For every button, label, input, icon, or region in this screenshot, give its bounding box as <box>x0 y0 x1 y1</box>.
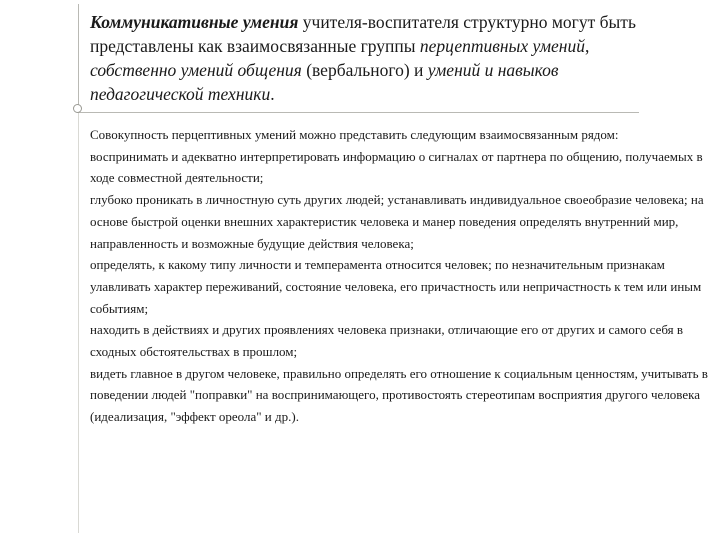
body-paragraph: находить в действиях и других проявлениях человека признаки, отличающие его от других и самого себя в сходных обстоятельствах в прошлом; <box>90 322 684 360</box>
left-rule <box>78 113 79 533</box>
slide-title <box>90 10 670 106</box>
title-text-4: . <box>270 84 275 104</box>
title-term-pedagogical-technique: умений и навыков педагогической техники <box>90 60 559 104</box>
body-paragraph: глубоко проникать в личностную суть других людей; устанавливать индивидуальное своеобразие человека; на основе быстрой оценки внешних характеристик человека и манер поведения определять внутренний мир, направленность и возможные будущие действия человека; <box>90 192 704 251</box>
title-term-communicative-skills: Коммуникативные умения <box>90 12 299 32</box>
title-text-1: учителя-воспитателя структурно могут быть представлены как взаимосвязанные группы <box>90 12 636 56</box>
body-paragraph: определять, к какому типу личности и темперамента относится человек; по незначительным признакам улавливать характер переживаний, состояние человека, его причастность или непричастность к тем или иным событиям; <box>90 257 702 316</box>
ring-ornament-icon <box>73 104 82 113</box>
body-paragraph: видеть главное в другом человеке, правильно определять его отношение к социальным ценностям, учитывать в поведении людей "поправки" на воспринимающего, противостоять стереотипам восприятия другого человека (идеализация, "эффект ореола" и др.). <box>90 365 708 425</box>
body-paragraph: воспринимать и адекватно интерпретировать информацию о сигналах от партнера по общению, получаемых в ходе совместной деятельности; <box>90 148 703 186</box>
title-text-2: , <box>585 36 590 56</box>
body-paragraph-intro: Совокупность перцептивных умений можно представить следующим взаимосвязанным рядом: <box>90 127 619 142</box>
title-term-perceptive-skills: перцептивных умений <box>419 36 585 56</box>
slide-body <box>90 124 715 428</box>
title-text-3: (вербального) и <box>301 60 428 80</box>
title-term-communication-skills: собственно умений общения <box>90 60 302 80</box>
